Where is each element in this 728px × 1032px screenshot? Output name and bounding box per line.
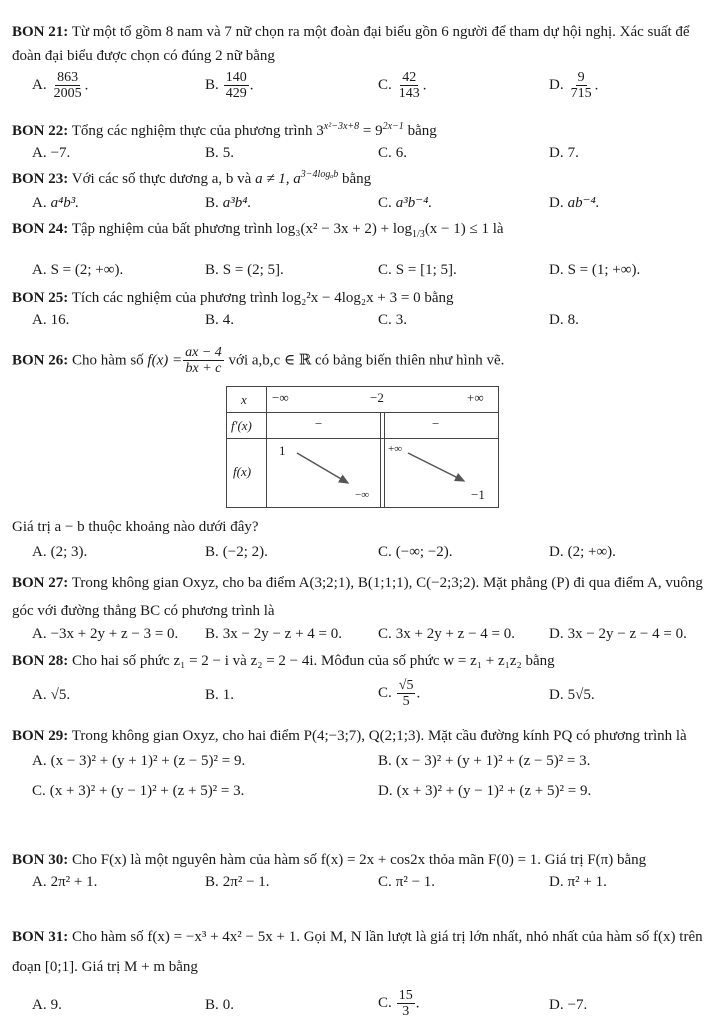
option-d[interactable] — [549, 311, 579, 329]
option-letter: A. — [32, 312, 47, 328]
option-text: (x + 3)² + (y − 1)² + (z + 5)² = 9. — [396, 783, 592, 799]
option-c[interactable] — [378, 194, 432, 212]
question-26-part2 — [12, 516, 718, 567]
option-letter: D. — [549, 874, 564, 890]
fraction — [397, 678, 416, 710]
option-text: −7. — [567, 997, 588, 1013]
option-letter: C. — [378, 685, 392, 702]
option-a[interactable] — [32, 625, 178, 643]
option-text: S = (2; 5]. — [222, 262, 284, 278]
option-text: √5. — [50, 687, 71, 703]
option-c[interactable] — [378, 311, 407, 329]
option-letter: C. — [378, 874, 392, 890]
question-label: BON 26: — [12, 352, 69, 369]
arrow-down-icon — [297, 453, 348, 483]
option-c[interactable] — [378, 144, 407, 162]
stem-text: Cho hai số phức z₁ = 2 − i và z₂ = 2 − 4i. Môđun của số phức w = z₁ + z₁z₂ bằng — [72, 653, 555, 669]
denominator: 3 — [402, 1004, 410, 1020]
fraction — [397, 988, 415, 1020]
option-a[interactable] — [32, 686, 70, 704]
option-c[interactable] — [32, 782, 244, 800]
formula-end: (x − 1) ≤ 1 — [424, 221, 489, 237]
option-text: (−∞; −2). — [395, 544, 453, 560]
option-text: ab⁻⁴. — [567, 195, 600, 211]
option-letter: D. — [549, 145, 564, 161]
options — [12, 678, 718, 722]
question-23 — [12, 164, 718, 218]
option-b[interactable] — [378, 752, 590, 770]
option-text: (−2; 2). — [222, 544, 268, 560]
option-text: a⁴b³. — [50, 195, 80, 211]
stem-end: bằng — [342, 171, 372, 187]
option-letter: B. — [205, 874, 219, 890]
options — [12, 70, 718, 114]
option-text: (2; +∞). — [567, 544, 616, 560]
stem-text: Tổng các nghiệm thực của phương trình — [71, 123, 313, 139]
option-letter: C. — [378, 544, 392, 560]
arrow-down-icon — [408, 453, 464, 481]
option-d[interactable] — [549, 873, 607, 891]
option-b[interactable] — [205, 144, 234, 162]
question-stem — [12, 722, 718, 750]
option-text: a³b⁴. — [222, 195, 252, 211]
function-value: +∞ — [388, 443, 403, 455]
option-letter: D. — [549, 77, 564, 94]
option-letter: C. — [378, 145, 392, 161]
derivative-sign: − — [315, 416, 323, 431]
exponent: 2x−1 — [382, 121, 404, 132]
option-b[interactable]: B. $\frac{140}{429}$ . — [205, 70, 254, 102]
question-21 — [12, 20, 718, 114]
option-text: 5. — [222, 145, 235, 161]
option-b[interactable] — [205, 625, 342, 643]
option-b[interactable] — [205, 311, 234, 329]
option-letter: B. — [205, 77, 219, 94]
option-b[interactable] — [205, 996, 234, 1014]
option-letter: C. — [378, 195, 392, 211]
question-31 — [12, 922, 718, 1032]
question-29 — [12, 722, 718, 812]
option-text: 0. — [222, 997, 235, 1013]
option-d[interactable] — [549, 625, 687, 643]
option-text: 3x − 2y − z + 4 = 0. — [222, 626, 343, 642]
options — [12, 625, 718, 649]
options — [12, 988, 718, 1032]
stem-text: Cho hàm số f(x) = −x³ + 4x² − 5x + 1. Gọi M, N lần lượt là giá trị lớn nhất, nhỏ nhất của hàm số f(x) trên đoạn [0;1]. Giá trị M + m bằng — [12, 929, 703, 975]
option-letter: A. — [32, 145, 47, 161]
option-letter: D. — [549, 626, 564, 642]
question-stem — [12, 116, 718, 142]
question-24 — [12, 217, 718, 285]
option-letter: D. — [549, 544, 564, 560]
question-label: BON 25: — [12, 290, 69, 306]
numerator: 42 — [402, 70, 417, 85]
equation — [316, 123, 404, 139]
question-30 — [12, 845, 718, 899]
option-letter: D. — [549, 312, 564, 328]
options — [12, 873, 718, 899]
x-value: −2 — [370, 390, 384, 405]
base: 3 — [316, 123, 324, 139]
question-25 — [12, 287, 718, 335]
equals-base: = 9 — [359, 123, 383, 139]
options — [12, 261, 718, 285]
option-c[interactable] — [378, 261, 457, 279]
question-label: BON 27: — [12, 575, 69, 591]
option-letter: B. — [205, 687, 219, 703]
denominator: 429 — [225, 86, 247, 102]
option-letter: A. — [32, 77, 47, 94]
option-text: 2π² + 1. — [50, 874, 98, 890]
option-text: 3. — [395, 312, 408, 328]
option-text: 3x + 2y + z − 4 = 0. — [395, 626, 516, 642]
option-text: 2π² − 1. — [222, 874, 270, 890]
formula: log₂²x − 4log₂x + 3 = 0 — [281, 290, 421, 306]
option-b[interactable] — [205, 261, 284, 279]
option-letter: D. — [549, 687, 564, 703]
stem-text: Trong không gian Oxyz, cho ba điểm A(3;2;1), B(1;1;1), C(−2;3;2). Mặt phẳng (P) đi qua điểm A, vuông góc với đường thẳng BC có phương trình là — [12, 575, 703, 619]
option-text: (x − 3)² + (y + 1)² + (z − 5)² = 3. — [395, 753, 591, 769]
question-stem — [12, 345, 718, 377]
options — [12, 311, 718, 335]
option-b[interactable] — [205, 686, 234, 704]
option-text: −7. — [50, 145, 71, 161]
denominator: 2005 — [53, 86, 82, 102]
option-text: 7. — [567, 145, 579, 161]
stem-end: bằng — [424, 290, 454, 306]
option-text: π² − 1. — [395, 874, 436, 890]
option-text: −3x + 2y + z − 3 = 0. — [50, 626, 179, 642]
denominator: 143 — [398, 86, 420, 102]
option-c[interactable]: C. $\frac{42}{143}$ . — [378, 70, 427, 102]
options — [12, 752, 718, 782]
numerator: 140 — [225, 70, 247, 85]
denominator: 5 — [402, 694, 410, 710]
numerator: 15 — [398, 988, 413, 1003]
option-b[interactable] — [205, 873, 270, 891]
option-letter: A. — [32, 195, 47, 211]
option-d[interactable] — [549, 261, 640, 279]
option-a[interactable] — [32, 144, 70, 162]
stem-text: Tích các nghiệm của phương trình — [71, 290, 279, 306]
formula-lhs: f(x) = — [147, 352, 183, 369]
option-text: 9. — [50, 997, 62, 1013]
option-text: 3x − 2y − z − 4 = 0. — [567, 626, 687, 642]
option-text: S = (2; +∞). — [50, 262, 124, 278]
exponent: x²−3x+8 — [323, 121, 360, 132]
option-d[interactable]: D. $\frac{9}{715}$ . — [549, 70, 599, 102]
option-a[interactable] — [32, 194, 79, 212]
stem-text: Trong không gian Oxyz, cho hai điểm P(4;−3;7), Q(2;1;3). Mặt cầu đường kính PQ có phương trình là — [71, 728, 687, 744]
numerator: √5 — [398, 678, 414, 693]
option-letter: B. — [378, 753, 392, 769]
option-letter: A. — [32, 687, 47, 703]
option-c[interactable] — [378, 625, 515, 643]
question-label: BON 30: — [12, 852, 69, 868]
option-d[interactable] — [549, 686, 595, 704]
question-stem — [12, 650, 718, 672]
function-value: −1 — [471, 487, 485, 502]
option-a[interactable] — [32, 873, 97, 891]
question-label: BON 22: — [12, 123, 69, 139]
question-label: BON 21: — [12, 24, 69, 40]
option-letter: C. — [378, 995, 392, 1012]
option-letter: D. — [549, 262, 564, 278]
option-a[interactable] — [32, 261, 123, 279]
option-text: 6. — [395, 145, 408, 161]
option-text: 8. — [567, 312, 579, 328]
option-text: (x − 3)² + (y + 1)² + (z − 5)² = 9. — [50, 753, 246, 769]
options — [12, 194, 718, 218]
stem-text: Từ một tổ gồm 8 nam và 7 nữ chọn ra một đoàn đại biểu gồn 6 người để tham dự hội nghị. Xác suất để đoàn đại biểu được chọn có đúng 2 nữ bằng — [12, 24, 690, 64]
option-text: 16. — [50, 312, 70, 328]
options — [12, 543, 718, 567]
fraction — [224, 70, 249, 102]
option-text: 1. — [222, 687, 235, 703]
option-text: π² + 1. — [567, 874, 607, 890]
option-text: (x + 3)² + (y − 1)² + (z + 5)² = 3. — [49, 783, 245, 799]
question-label: BON 31: — [12, 929, 69, 945]
stem-text: Cho F(x) là một nguyên hàm của hàm số f(x) = 2x + cos2x thỏa mãn F(0) = 1. Giá trị F(π) bằng — [72, 852, 647, 868]
question-stem — [12, 287, 718, 309]
option-letter: D. — [378, 783, 393, 799]
option-letter: B. — [205, 312, 219, 328]
option-d[interactable] — [378, 782, 591, 800]
stem-mid: với a,b,c ∈ ℝ — [228, 352, 312, 369]
option-letter: B. — [205, 145, 219, 161]
option-a[interactable] — [32, 311, 69, 329]
formula: log₃(x² − 3x + 2) + log — [276, 221, 413, 237]
option-a[interactable] — [32, 752, 245, 770]
option-text: 5√5. — [567, 687, 595, 703]
function-value: −∞ — [355, 489, 370, 501]
option-letter: C. — [378, 312, 392, 328]
question-26 — [12, 345, 718, 377]
option-letter: A. — [32, 874, 47, 890]
option-letter: B. — [205, 997, 219, 1013]
stem-end: có bảng biến thiên như hình vẽ. — [315, 352, 505, 369]
question-label: BON 28: — [12, 653, 69, 669]
option-text: (2; 3). — [50, 544, 88, 560]
stem-end: bằng — [407, 123, 437, 139]
question-label: BON 23: — [12, 171, 69, 187]
x-value: −∞ — [272, 390, 289, 405]
question-stem — [12, 20, 718, 68]
stem-text: Tập nghiệm của bất phương trình — [71, 221, 273, 237]
derivative-sign: − — [432, 416, 440, 431]
option-letter: B. — [205, 195, 219, 211]
option-a[interactable] — [32, 543, 87, 561]
row-label-function: f(x) — [233, 464, 252, 479]
question-stem — [12, 569, 718, 625]
option-letter: A. — [32, 997, 47, 1013]
option-letter: A. — [32, 626, 47, 642]
option-letter: A. — [32, 544, 47, 560]
question-27 — [12, 569, 718, 649]
option-letter: C. — [378, 77, 392, 94]
option-letter: D. — [549, 195, 564, 211]
option-c[interactable]: C. $\frac{√5}{5}$ . — [378, 678, 421, 710]
question-stem — [12, 845, 718, 875]
option-text: S = (1; +∞). — [567, 262, 641, 278]
fraction — [52, 70, 84, 102]
question-28 — [12, 650, 718, 722]
numerator: 9 — [577, 70, 585, 85]
numerator: 863 — [57, 70, 79, 85]
option-c[interactable]: C. $\frac{15}{3}$ . — [378, 988, 420, 1020]
log-base: 1/3 — [412, 229, 425, 240]
question-label: BON 24: — [12, 221, 69, 237]
stem-end: là — [492, 221, 504, 237]
question-stem — [12, 922, 718, 982]
options — [12, 782, 718, 812]
option-letter: C. — [378, 626, 392, 642]
fraction — [569, 70, 594, 102]
option-b[interactable] — [205, 194, 251, 212]
numerator: ax − 4 — [185, 345, 222, 360]
option-c[interactable] — [378, 873, 435, 891]
row-label-x: x — [241, 392, 247, 407]
denominator: bx + c — [185, 361, 222, 377]
option-c[interactable] — [378, 543, 453, 561]
option-letter: B. — [205, 262, 219, 278]
option-d[interactable] — [549, 194, 599, 212]
denominator: 715 — [570, 86, 592, 102]
function-value: 1 — [279, 443, 286, 458]
option-text: 4. — [222, 312, 235, 328]
formula: a ≠ 1, a — [255, 171, 301, 187]
exponent: 3−4logₐb — [300, 169, 339, 180]
option-letter: A. — [32, 262, 47, 278]
question-stem — [12, 164, 718, 190]
option-text: S = [1; 5]. — [395, 262, 457, 278]
option-text: a³b⁻⁴. — [395, 195, 433, 211]
stem-text: Với các số thực dương a, b và — [71, 171, 252, 187]
decreasing-arrows — [227, 387, 500, 509]
option-letter: C. — [32, 783, 46, 799]
option-d[interactable] — [549, 543, 616, 561]
x-value: +∞ — [467, 390, 484, 405]
option-a[interactable]: A. $\frac{863}{2005}$ . — [32, 70, 89, 102]
option-letter: B. — [205, 626, 219, 642]
variation-table — [226, 386, 499, 508]
fraction — [183, 345, 224, 377]
option-b[interactable] — [205, 543, 268, 561]
question-label: BON 29: — [12, 728, 69, 744]
option-a[interactable] — [32, 996, 62, 1014]
option-d[interactable] — [549, 144, 579, 162]
option-letter: C. — [378, 262, 392, 278]
option-letter: A. — [32, 753, 47, 769]
option-letter: B. — [205, 544, 219, 560]
stem-text: Cho hàm số — [72, 352, 144, 369]
question-22 — [12, 116, 718, 168]
option-letter: D. — [549, 997, 564, 1013]
row-label-derivative: f′(x) — [231, 418, 252, 433]
question-stem — [12, 217, 718, 247]
sub-question: Giá trị a − b thuộc khoảng nào dưới đây? — [12, 519, 259, 535]
option-d[interactable] — [549, 996, 587, 1014]
fraction — [397, 70, 422, 102]
